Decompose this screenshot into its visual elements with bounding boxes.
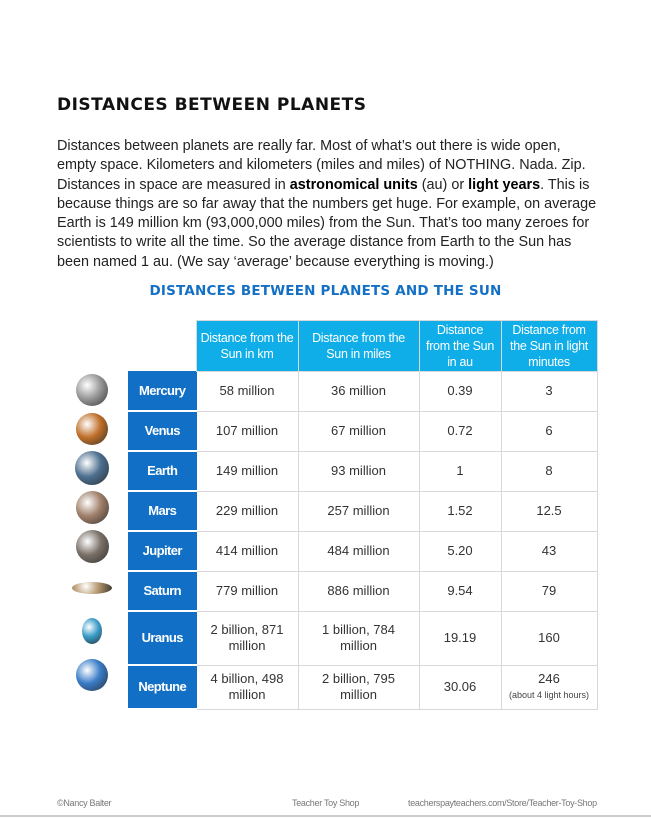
cell-name [129,411,197,451]
cell-text: 4 billion, 498 million [210,671,284,702]
cell-au [419,531,501,571]
cell-text: 107 million [215,423,279,438]
cell-note: (about 4 light hours) [508,690,590,700]
cell-text: 246 [538,671,560,686]
cell-text: 1 billion, 784 million [322,622,395,653]
planet-earth-icon [75,451,109,485]
cell-km [196,491,298,531]
cell-text: Venus [144,423,180,438]
cell-text: 12.5 [536,503,562,518]
table-row [129,531,598,571]
cell-name [129,372,197,412]
cell-text: Earth [147,463,178,478]
table-row [129,491,598,531]
cell-miles [298,665,419,709]
cell-text: 79 [541,583,557,598]
cell-text: 2 billion, 795 million [322,671,395,702]
cell-name [129,531,197,571]
planet-saturn-icon [72,582,112,594]
cell-text: 6 [545,423,553,438]
cell-miles [298,571,419,611]
cell-km [196,571,298,611]
planet-jupiter-icon [76,530,109,563]
table-title: DISTANCES BETWEEN PLANETS AND THE SUN [149,283,502,299]
table-row [129,372,598,412]
footer-url: teacherspayteachers.com/Store/Teacher-Toy-Shop [408,798,597,808]
cell-text: Jupiter [142,543,182,558]
header-km: Distance from the Sun in km [196,321,298,372]
table-row [129,571,598,611]
cell-text: Mars [148,503,177,518]
cell-au [419,372,501,412]
distances-table [128,320,598,710]
header-light-minutes: Distance from the Sun in light minutes [501,321,597,372]
cell-text: 93 million [331,463,386,478]
cell-au [419,611,501,665]
cell-text: 5.20 [447,543,473,558]
cell-miles [298,611,419,665]
cell-name [129,451,197,491]
cell-miles [298,531,419,571]
cell-km [196,531,298,571]
cell-text: 0.39 [447,383,473,399]
cell-text: 0.72 [447,423,473,438]
page-title: DISTANCES BETWEEN PLANETS [57,95,367,115]
cell-text: 3 [545,383,553,399]
blank-header [129,321,197,372]
table-row [129,451,598,491]
table-row [129,411,598,451]
cell-lm [501,451,597,491]
cell-au [419,491,501,531]
cell-km [196,665,298,709]
cell-text: 779 million [215,583,279,598]
cell-km [196,411,298,451]
header-au: Distance from the Sun in au [419,321,501,372]
cell-miles [298,491,419,531]
intro-text: Distances between planets are really far. Most of what’s out there is wide open, empty space. Kilometers and kilometers (miles and miles) of NOTHING. Nada. Zip. Distances in space are measured in [57,138,586,193]
cell-lm [501,372,597,412]
footer-shop: Teacher Toy Shop [292,798,360,808]
cell-miles [298,411,419,451]
cell-text: 1.52 [447,503,473,518]
cell-name [129,571,197,611]
term-astronomical-units: astronomical units [289,176,418,193]
cell-text: 8 [545,463,553,478]
planet-mercury-icon [76,374,108,406]
cell-lm [501,571,597,611]
cell-lm [501,665,597,709]
footer-rule [0,815,651,817]
cell-lm [501,531,597,571]
cell-text: 257 million [327,503,390,518]
cell-text: 19.19 [443,630,477,645]
cell-text: 67 million [331,423,386,438]
cell-km [196,372,298,412]
cell-name [129,491,197,531]
header-miles: Distance from the Sun in miles [298,321,419,372]
planet-neptune-icon [76,659,108,691]
cell-text: 484 million [327,543,390,558]
cell-miles [298,372,419,412]
cell-miles [298,451,419,491]
intro-text: . This is because things are so far away that the numbers get huge. For example, on average Earth is 149 million km (93,000,000 miles) from the Sun. That’s too many zeroes for scientists to write all the time. So the average distance from Earth to the Sun has been named 1 au. (We say ‘average’ because everything is moving.) [57,176,597,270]
cell-km [196,611,298,665]
term-light-years: light years [468,176,541,193]
cell-text: Saturn [143,583,182,598]
cell-au [419,411,501,451]
cell-text: Neptune [138,679,187,694]
cell-au [419,451,501,491]
cell-text: 43 [541,543,557,558]
planet-venus-icon [76,413,108,445]
intro-paragraph [57,137,602,272]
cell-text: 160 [538,630,560,645]
planet-uranus-icon [82,618,102,644]
cell-text: 36 million [331,383,386,399]
cell-name [129,611,197,665]
cell-text: Mercury [139,383,186,398]
cell-text: 9.54 [447,583,473,598]
cell-text: 2 billion, 871 million [210,622,284,653]
cell-lm [501,411,597,451]
cell-text: 229 million [215,503,279,518]
cell-text: 149 million [215,463,279,478]
table-row [129,665,598,709]
cell-text: 414 million [215,543,279,558]
planet-mars-icon [76,491,109,524]
cell-au [419,665,501,709]
cell-lm [501,491,597,531]
cell-name [129,665,197,709]
cell-text: 58 million [219,383,275,399]
cell-text: 30.06 [443,679,477,694]
cell-km [196,451,298,491]
cell-text: 1 [456,463,464,478]
cell-lm [501,611,597,665]
footer-author: ©Nancy Balter [57,798,112,808]
intro-text: (au) or [417,176,469,193]
cell-text: Uranus [141,630,183,645]
table-row [129,611,598,665]
cell-text: 886 million [327,583,390,598]
cell-au [419,571,501,611]
